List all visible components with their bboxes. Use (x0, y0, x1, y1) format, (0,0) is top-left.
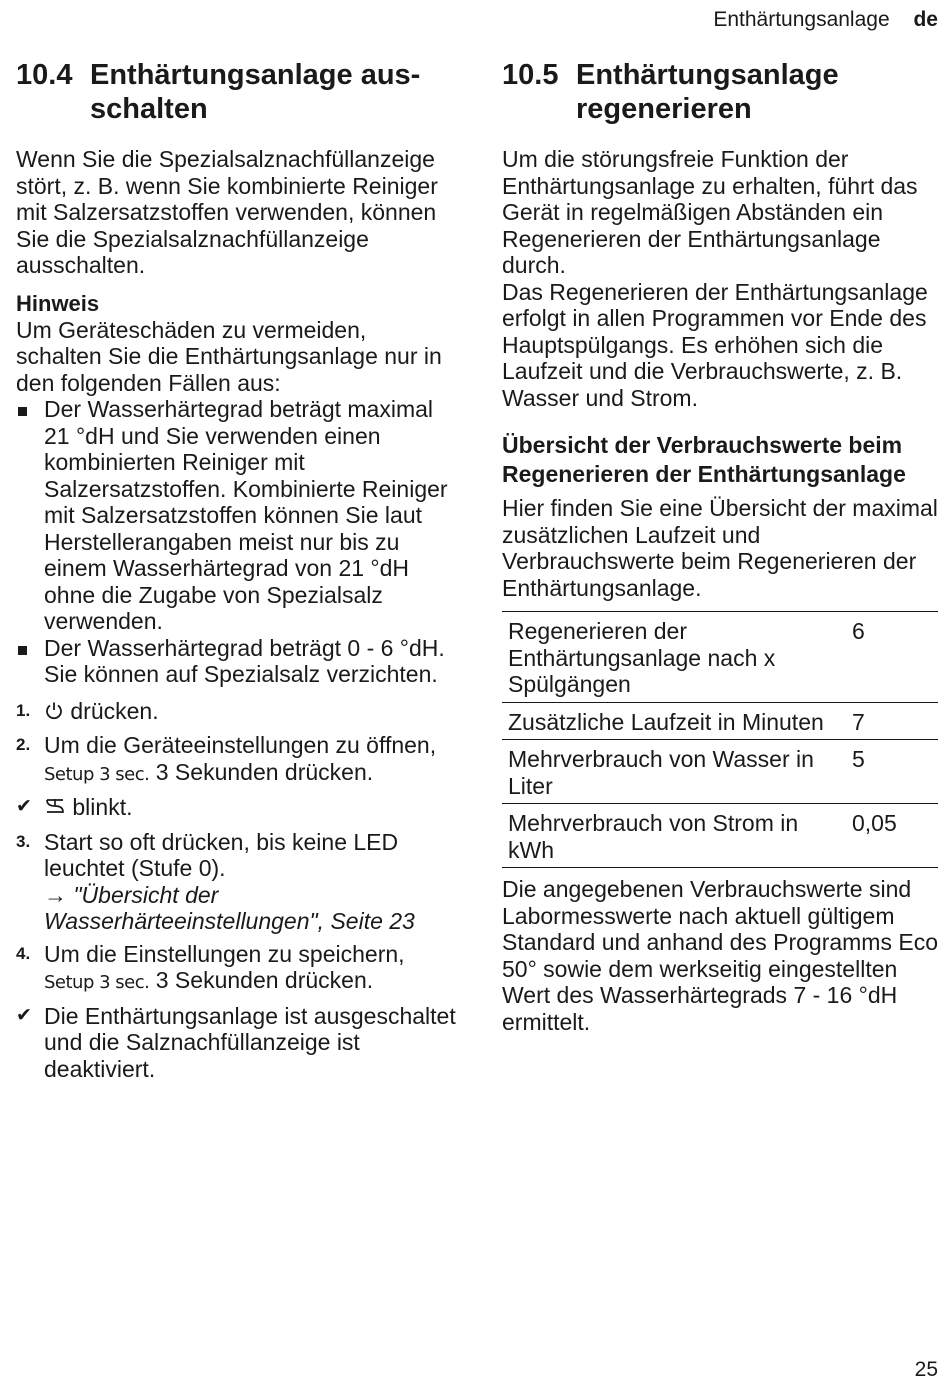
table-cell-label: Zusätzliche Laufzeit in Minuten (508, 708, 824, 735)
header-section: Enthärtungsanlage (713, 8, 890, 31)
left-column (16, 58, 456, 1082)
step-number: 2. (16, 735, 31, 754)
result-1 (16, 794, 456, 823)
paragraph: Hier finden Sie eine Übersicht der maximal zusätzlichen Laufzeit und Verbrauchswerte beim Regenerieren der Enthärtungsanlage. (502, 495, 938, 601)
hint-text: Um Geräteschäden zu vermeiden, schalten Sie die Enthärtungsanlage nur in den folgenden Fällen aus: (16, 316, 442, 396)
page-number: 25 (914, 1358, 938, 1381)
step-number: 1. (16, 700, 31, 720)
power-icon (44, 700, 64, 727)
section-heading-10-4 (16, 58, 456, 126)
step-text: so oft drücken, bis keine LED leuchtet (Stufe 0). (44, 828, 399, 881)
table-cell-value: 5 (852, 746, 865, 772)
step-text: Um die Einstellungen zu speichern, (44, 940, 405, 967)
step-3 (16, 829, 456, 935)
step-text: 3 Sekunden drücken. (155, 967, 374, 993)
result-text: Die Enthärtungsanlage ist ausgeschaltet und die Salznachfüllanzeige ist deaktiviert. (44, 1002, 456, 1082)
header-language: de (913, 8, 938, 31)
setup-button-label: Setup 3 sec. (44, 972, 150, 993)
step-2 (16, 732, 456, 788)
step-4 (16, 941, 456, 997)
step-number: 4. (16, 943, 31, 963)
intro-paragraph: Wenn Sie die Spezialsalznachfüllanzeige stört, z. B. wenn Sie kombinierte Reiniger mit Salzersatzstoffen verwenden, können Sie die Spezialsalznachfüllanzeige ausschalten. (16, 146, 438, 278)
section-number: 10.5 (502, 59, 559, 91)
result-text: blinkt. (72, 794, 133, 820)
paragraph: Die angegebenen Verbrauchswerte sind Labormesswerte nach aktuell gültigem Standard und anhand des Programms Eco 50° sowie dem werkseitig eingestellten Wert des Wasserhärtegrads 7 - 16 °dH ermittelt. (502, 876, 938, 1035)
table-row (502, 740, 938, 804)
running-header (713, 8, 938, 32)
paragraph: Um die störungsfreie Funktion der Enthärtungsanlage zu erhalten, führt das Gerät in regelmäßigen Abständen ein Regenerieren der Enthärtungsanlage durch. (502, 146, 918, 278)
start-button-label: Start (44, 828, 93, 855)
table-cell-value: 7 (852, 708, 865, 735)
result-2 (16, 1003, 456, 1083)
checkmark-icon: ✔ (16, 796, 32, 817)
cross-reference: → "Übersicht der Wasserhärteeinstellungen", Seite 23 (44, 881, 415, 934)
step-text: drücken. (70, 697, 159, 724)
section-heading-10-5 (502, 58, 938, 126)
sub-heading: Übersicht der Verbrauchswerte beim Regenerieren der Enthärtungsanlage (502, 432, 906, 487)
table-cell-value: 6 (852, 618, 865, 644)
section-title: Enthärtungsanlage regenerieren (576, 59, 839, 125)
step-1 (16, 698, 456, 727)
table-cell-value: 0,05 (852, 810, 897, 836)
section-number: 10.4 (16, 59, 73, 91)
table-cell-label: Mehrverbrauch von Wasser in Liter (508, 746, 814, 799)
paragraph: Das Regenerieren der Enthärtungsanlage erfolgt in allen Programmen vor Ende des Hauptspülgangs. Es erhöhen sich die Laufzeit und die Verbrauchswerte, z. B. Wasser und Strom. (502, 278, 928, 411)
table-row (502, 612, 938, 703)
softener-icon (44, 796, 66, 823)
list-item: Der Wasserhärtegrad beträgt 0 - 6 °dH. Sie können auf Spezialsalz verzichten. (16, 635, 456, 688)
table-row (502, 702, 938, 740)
hint-title: Hinweis (16, 290, 100, 316)
table-row (502, 804, 938, 868)
right-column (502, 58, 938, 1035)
step-number: 3. (16, 831, 31, 851)
table-cell-label: Mehrverbrauch von Strom in kWh (508, 810, 799, 863)
step-text: Um die Geräteeinstellungen zu öffnen, (44, 732, 437, 758)
checkmark-icon: ✔ (16, 1004, 32, 1026)
list-item: Der Wasserhärtegrad beträgt maximal 21 °dH und Sie verwenden einen kombinierten Reiniger mit Salzersatzstoffen. Kombinierte Reiniger mit Salzersatzstoffen können Sie laut Herstellerangaben meist nur bis zu einem Wasserhärtegrad von 21 °dH ohne die Zugabe von Spezialsalz verwenden. (16, 396, 456, 635)
consumption-table (502, 611, 938, 868)
table-cell-label: Regenerieren der Enthärtungsanlage nach x Spülgängen (508, 618, 776, 697)
section-title: Enthärtungsanlage aus-schalten (90, 59, 421, 125)
setup-button-label: Setup 3 sec. (44, 763, 150, 785)
step-text: 3 Sekunden drücken. (155, 758, 374, 785)
hint-list (16, 396, 456, 688)
